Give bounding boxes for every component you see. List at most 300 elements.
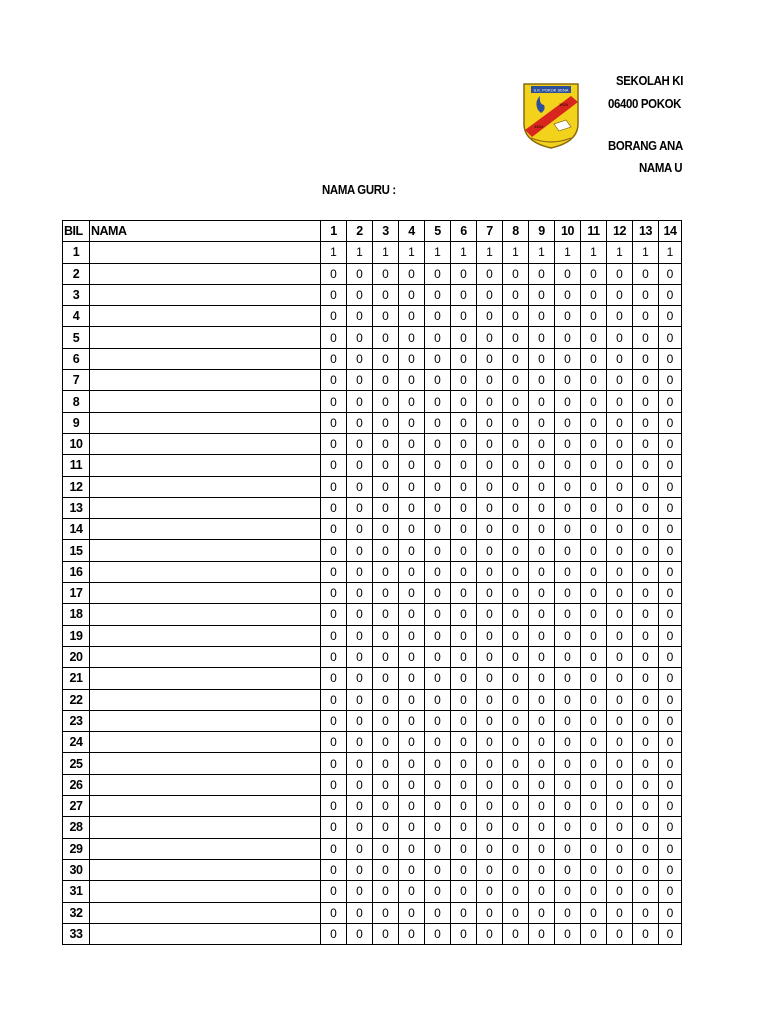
- student-name-cell[interactable]: [90, 583, 321, 604]
- score-cell: 0: [633, 668, 659, 689]
- score-cell: 0: [633, 540, 659, 561]
- table-row: [63, 306, 682, 327]
- score-cell: 0: [373, 497, 399, 518]
- score-cell: 0: [503, 455, 529, 476]
- score-cell: 0: [321, 412, 347, 433]
- table-row: [63, 625, 682, 646]
- score-cell: 0: [347, 497, 373, 518]
- student-name-cell[interactable]: [90, 689, 321, 710]
- score-cell: 0: [555, 796, 581, 817]
- score-cell: 0: [425, 327, 451, 348]
- score-cell: 0: [399, 433, 425, 454]
- student-name-cell[interactable]: [90, 817, 321, 838]
- score-cell: 0: [529, 519, 555, 540]
- score-cell: 0: [347, 476, 373, 497]
- student-name-cell[interactable]: [90, 902, 321, 923]
- score-cell: 0: [451, 774, 477, 795]
- score-cell: 0: [373, 710, 399, 731]
- score-cell: 0: [633, 476, 659, 497]
- score-cell: 0: [477, 732, 503, 753]
- student-name-cell[interactable]: [90, 859, 321, 880]
- score-cell: 0: [347, 923, 373, 944]
- score-cell: 0: [581, 327, 607, 348]
- score-cell: 0: [451, 433, 477, 454]
- student-name-cell[interactable]: [90, 668, 321, 689]
- score-cell: 0: [477, 689, 503, 710]
- crest-year-right: 1924: [559, 102, 568, 107]
- score-cell: 0: [451, 604, 477, 625]
- score-cell: 0: [347, 306, 373, 327]
- table-row: [63, 263, 682, 284]
- score-cell: 0: [347, 561, 373, 582]
- score-cell: 0: [555, 646, 581, 667]
- score-cell: 0: [659, 412, 682, 433]
- student-name-cell[interactable]: [90, 646, 321, 667]
- score-cell: 0: [503, 370, 529, 391]
- score-cell: 0: [477, 433, 503, 454]
- table-row: [63, 689, 682, 710]
- student-name-cell[interactable]: [90, 732, 321, 753]
- table-row: [63, 774, 682, 795]
- score-cell: 0: [451, 668, 477, 689]
- score-cell: 0: [321, 838, 347, 859]
- student-name-cell[interactable]: [90, 881, 321, 902]
- score-cell: 0: [581, 263, 607, 284]
- score-cell: 0: [633, 284, 659, 305]
- row-number: 9: [63, 412, 90, 433]
- table-row: [63, 242, 682, 263]
- row-number: 29: [63, 838, 90, 859]
- score-cell: 1: [659, 242, 682, 263]
- header-column-8: 8: [503, 221, 529, 242]
- score-cell: 0: [477, 561, 503, 582]
- score-cell: 0: [503, 348, 529, 369]
- student-name-cell[interactable]: [90, 455, 321, 476]
- student-name-cell[interactable]: [90, 625, 321, 646]
- score-cell: 0: [555, 923, 581, 944]
- score-cell: 0: [503, 519, 529, 540]
- score-cell: 0: [503, 710, 529, 731]
- row-number: 30: [63, 859, 90, 880]
- score-cell: 0: [581, 370, 607, 391]
- score-cell: 0: [451, 796, 477, 817]
- score-cell: 0: [659, 306, 682, 327]
- score-cell: 0: [451, 519, 477, 540]
- student-name-cell[interactable]: [90, 838, 321, 859]
- score-cell: 0: [633, 348, 659, 369]
- student-name-cell[interactable]: [90, 923, 321, 944]
- score-cell: 0: [347, 774, 373, 795]
- score-cell: 0: [321, 646, 347, 667]
- score-cell: 0: [347, 327, 373, 348]
- score-cell: 0: [321, 284, 347, 305]
- score-cell: 0: [633, 881, 659, 902]
- score-cell: 0: [607, 689, 633, 710]
- score-cell: 0: [555, 476, 581, 497]
- score-cell: 0: [503, 306, 529, 327]
- score-cell: 0: [555, 774, 581, 795]
- score-cell: 0: [581, 923, 607, 944]
- score-cell: 0: [399, 753, 425, 774]
- score-cell: 0: [347, 881, 373, 902]
- student-name-cell[interactable]: [90, 476, 321, 497]
- score-cell: 0: [477, 668, 503, 689]
- student-name-cell[interactable]: [90, 370, 321, 391]
- score-cell: 0: [607, 796, 633, 817]
- score-cell: 0: [451, 306, 477, 327]
- score-cell: 0: [607, 774, 633, 795]
- score-cell: 0: [425, 391, 451, 412]
- score-cell: 0: [659, 689, 682, 710]
- table-row: [63, 732, 682, 753]
- score-cell: 0: [373, 561, 399, 582]
- student-name-cell[interactable]: [90, 774, 321, 795]
- score-cell: 0: [581, 306, 607, 327]
- score-cell: 0: [659, 561, 682, 582]
- score-cell: 0: [425, 625, 451, 646]
- score-cell: 0: [607, 668, 633, 689]
- score-cell: 0: [373, 370, 399, 391]
- table-row: [63, 817, 682, 838]
- score-cell: 0: [477, 902, 503, 923]
- header-column-1: 1: [321, 221, 347, 242]
- table-row: [63, 838, 682, 859]
- score-cell: 0: [425, 710, 451, 731]
- student-name-cell[interactable]: [90, 242, 321, 263]
- table-row: [63, 433, 682, 454]
- score-cell: 0: [399, 306, 425, 327]
- score-cell: 0: [451, 710, 477, 731]
- score-cell: 1: [399, 242, 425, 263]
- score-cell: 0: [373, 604, 399, 625]
- score-cell: 0: [633, 689, 659, 710]
- student-name-cell[interactable]: [90, 710, 321, 731]
- table-row: [63, 668, 682, 689]
- score-cell: 0: [607, 391, 633, 412]
- table-row: [63, 370, 682, 391]
- score-cell: 0: [347, 646, 373, 667]
- table-row: [63, 519, 682, 540]
- table-header-row: [63, 221, 682, 242]
- score-cell: 0: [347, 753, 373, 774]
- header-column-6: 6: [451, 221, 477, 242]
- score-cell: 0: [633, 391, 659, 412]
- score-cell: 0: [555, 689, 581, 710]
- score-cell: 0: [373, 838, 399, 859]
- score-cell: 0: [451, 284, 477, 305]
- score-cell: 1: [347, 242, 373, 263]
- score-cell: 0: [399, 370, 425, 391]
- table-row: [63, 646, 682, 667]
- score-cell: 0: [607, 604, 633, 625]
- header-column-7: 7: [477, 221, 503, 242]
- score-cell: 0: [321, 263, 347, 284]
- student-name-cell[interactable]: [90, 540, 321, 561]
- score-cell: 0: [581, 881, 607, 902]
- score-cell: 0: [477, 306, 503, 327]
- student-name-cell[interactable]: [90, 412, 321, 433]
- score-cell: 0: [659, 753, 682, 774]
- score-cell: 0: [321, 923, 347, 944]
- score-cell: 0: [425, 732, 451, 753]
- table-row: [63, 583, 682, 604]
- score-cell: 0: [581, 519, 607, 540]
- student-name-cell[interactable]: [90, 391, 321, 412]
- header-column-5: 5: [425, 221, 451, 242]
- score-cell: 0: [321, 540, 347, 561]
- score-cell: 0: [399, 284, 425, 305]
- score-cell: 0: [607, 497, 633, 518]
- score-cell: 0: [477, 540, 503, 561]
- score-cell: 0: [425, 540, 451, 561]
- score-cell: 0: [373, 284, 399, 305]
- score-cell: 0: [477, 859, 503, 880]
- score-cell: 0: [659, 433, 682, 454]
- student-name-cell[interactable]: [90, 604, 321, 625]
- score-cell: 0: [555, 370, 581, 391]
- score-cell: 0: [321, 370, 347, 391]
- score-cell: 0: [425, 476, 451, 497]
- score-cell: 0: [607, 455, 633, 476]
- score-cell: 0: [503, 732, 529, 753]
- score-cell: 0: [529, 348, 555, 369]
- header-column-13: 13: [633, 221, 659, 242]
- table-row: [63, 796, 682, 817]
- score-cell: 0: [659, 710, 682, 731]
- score-cell: 0: [555, 753, 581, 774]
- score-cell: 0: [659, 817, 682, 838]
- header-column-9: 9: [529, 221, 555, 242]
- row-number: 7: [63, 370, 90, 391]
- score-cell: 1: [373, 242, 399, 263]
- score-cell: 0: [321, 689, 347, 710]
- score-cell: 0: [633, 604, 659, 625]
- score-cell: 0: [399, 540, 425, 561]
- school-address: 06400 POKOK: [608, 96, 682, 111]
- score-cell: 0: [529, 881, 555, 902]
- score-cell: 0: [373, 519, 399, 540]
- score-cell: 0: [399, 923, 425, 944]
- score-cell: 0: [503, 923, 529, 944]
- score-cell: 0: [633, 306, 659, 327]
- score-cell: 0: [659, 625, 682, 646]
- score-cell: 0: [607, 263, 633, 284]
- score-cell: 1: [607, 242, 633, 263]
- score-cell: 0: [555, 306, 581, 327]
- score-cell: 0: [347, 348, 373, 369]
- header-column-11: 11: [581, 221, 607, 242]
- student-name-cell[interactable]: [90, 796, 321, 817]
- score-cell: 0: [659, 646, 682, 667]
- score-cell: 0: [581, 796, 607, 817]
- score-cell: 0: [633, 370, 659, 391]
- score-cell: 0: [659, 263, 682, 284]
- score-cell: 0: [581, 476, 607, 497]
- score-cell: 0: [321, 497, 347, 518]
- score-cell: 0: [633, 561, 659, 582]
- score-cell: 0: [581, 625, 607, 646]
- score-cell: 0: [451, 391, 477, 412]
- score-cell: 0: [477, 284, 503, 305]
- student-name-cell[interactable]: [90, 263, 321, 284]
- table-row: [63, 476, 682, 497]
- score-cell: 0: [503, 881, 529, 902]
- score-cell: 0: [399, 476, 425, 497]
- header-column-3: 3: [373, 221, 399, 242]
- score-cell: 0: [659, 476, 682, 497]
- score-cell: 0: [607, 625, 633, 646]
- score-cell: 0: [581, 902, 607, 923]
- score-cell: 0: [399, 455, 425, 476]
- score-cell: 0: [529, 561, 555, 582]
- student-name-cell[interactable]: [90, 327, 321, 348]
- score-cell: 0: [607, 859, 633, 880]
- score-cell: 0: [425, 561, 451, 582]
- score-cell: 0: [451, 902, 477, 923]
- score-cell: 0: [399, 859, 425, 880]
- score-cell: 0: [321, 476, 347, 497]
- score-cell: 0: [399, 689, 425, 710]
- score-cell: 0: [529, 540, 555, 561]
- row-number: 19: [63, 625, 90, 646]
- row-number: 25: [63, 753, 90, 774]
- row-number: 15: [63, 540, 90, 561]
- score-cell: 0: [555, 859, 581, 880]
- score-cell: 0: [503, 391, 529, 412]
- student-name-cell[interactable]: [90, 497, 321, 518]
- score-cell: 0: [503, 476, 529, 497]
- score-cell: 0: [633, 455, 659, 476]
- score-cell: 0: [529, 263, 555, 284]
- score-cell: 0: [503, 838, 529, 859]
- score-cell: 0: [425, 263, 451, 284]
- score-cell: 0: [425, 774, 451, 795]
- score-cell: 0: [373, 327, 399, 348]
- score-cell: 0: [607, 519, 633, 540]
- score-cell: 0: [425, 412, 451, 433]
- score-cell: 0: [347, 732, 373, 753]
- table-row: [63, 710, 682, 731]
- score-cell: 0: [425, 668, 451, 689]
- score-cell: 0: [659, 540, 682, 561]
- score-cell: 0: [581, 497, 607, 518]
- score-cell: 0: [607, 923, 633, 944]
- score-cell: 0: [451, 689, 477, 710]
- student-name-cell[interactable]: [90, 306, 321, 327]
- score-cell: 0: [425, 370, 451, 391]
- score-cell: 0: [555, 817, 581, 838]
- table-row: [63, 455, 682, 476]
- score-cell: 0: [555, 604, 581, 625]
- score-cell: 0: [399, 817, 425, 838]
- score-cell: 0: [477, 753, 503, 774]
- table-row: [63, 327, 682, 348]
- score-cell: 0: [373, 263, 399, 284]
- table-row: [63, 412, 682, 433]
- student-name-cell[interactable]: [90, 284, 321, 305]
- score-cell: 0: [347, 540, 373, 561]
- row-number: 2: [63, 263, 90, 284]
- score-cell: 0: [373, 455, 399, 476]
- score-cell: 0: [477, 476, 503, 497]
- score-cell: 0: [529, 838, 555, 859]
- score-cell: 0: [607, 370, 633, 391]
- score-cell: 0: [321, 519, 347, 540]
- score-cell: 0: [581, 455, 607, 476]
- score-cell: 0: [347, 902, 373, 923]
- score-cell: 0: [607, 476, 633, 497]
- score-cell: 0: [347, 859, 373, 880]
- row-number: 26: [63, 774, 90, 795]
- table-row: [63, 902, 682, 923]
- score-cell: 0: [399, 561, 425, 582]
- score-cell: 0: [581, 412, 607, 433]
- score-cell: 0: [425, 753, 451, 774]
- score-cell: 0: [659, 668, 682, 689]
- score-cell: 0: [581, 668, 607, 689]
- score-cell: 0: [633, 753, 659, 774]
- score-cell: 0: [659, 455, 682, 476]
- school-name: SEKOLAH KI: [616, 73, 684, 88]
- score-cell: 0: [607, 646, 633, 667]
- student-name-cell[interactable]: [90, 519, 321, 540]
- name-label: NAMA U: [639, 160, 683, 175]
- score-cell: 0: [347, 710, 373, 731]
- student-name-cell[interactable]: [90, 348, 321, 369]
- score-cell: 0: [555, 625, 581, 646]
- row-number: 10: [63, 433, 90, 454]
- score-cell: 0: [633, 902, 659, 923]
- score-cell: 0: [321, 391, 347, 412]
- score-cell: 0: [503, 668, 529, 689]
- score-cell: 0: [451, 732, 477, 753]
- score-cell: 0: [581, 774, 607, 795]
- student-name-cell[interactable]: [90, 753, 321, 774]
- score-cell: 0: [477, 646, 503, 667]
- score-cell: 0: [633, 732, 659, 753]
- score-cell: 0: [321, 710, 347, 731]
- score-cell: 0: [555, 519, 581, 540]
- score-cell: 0: [633, 625, 659, 646]
- score-cell: 0: [477, 370, 503, 391]
- score-cell: 0: [633, 412, 659, 433]
- score-cell: 0: [555, 433, 581, 454]
- score-cell: 0: [347, 838, 373, 859]
- row-number: 18: [63, 604, 90, 625]
- score-cell: 0: [321, 902, 347, 923]
- score-cell: 0: [321, 796, 347, 817]
- table-row: [63, 348, 682, 369]
- score-cell: 0: [347, 689, 373, 710]
- score-cell: 0: [477, 348, 503, 369]
- student-name-cell[interactable]: [90, 433, 321, 454]
- table-row: [63, 753, 682, 774]
- score-cell: 0: [399, 412, 425, 433]
- table-row: [63, 881, 682, 902]
- score-cell: 0: [529, 923, 555, 944]
- score-cell: 0: [399, 732, 425, 753]
- row-number: 33: [63, 923, 90, 944]
- score-cell: 0: [555, 881, 581, 902]
- student-name-cell[interactable]: [90, 561, 321, 582]
- score-cell: 0: [503, 497, 529, 518]
- score-cell: 0: [529, 689, 555, 710]
- score-cell: 0: [607, 412, 633, 433]
- score-cell: 0: [347, 625, 373, 646]
- score-cell: 0: [321, 455, 347, 476]
- score-cell: 0: [451, 625, 477, 646]
- score-cell: 0: [607, 710, 633, 731]
